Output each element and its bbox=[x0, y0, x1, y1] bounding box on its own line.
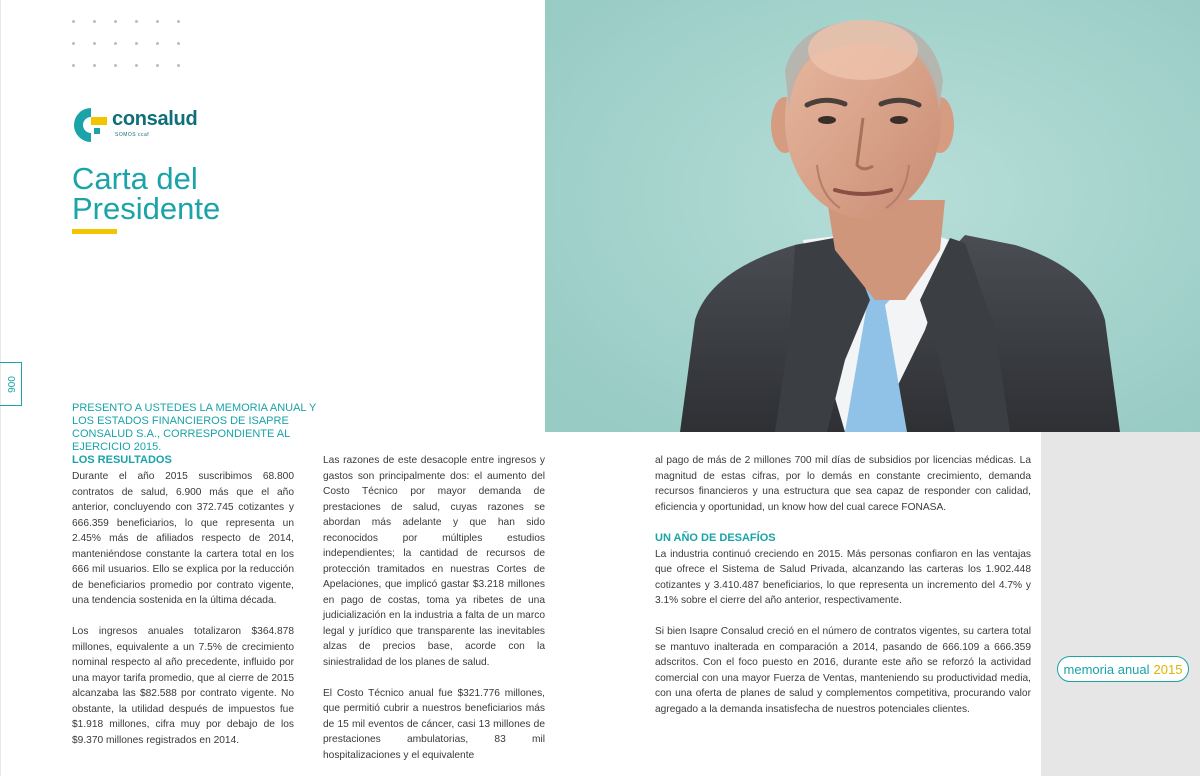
badge-year: 2015 bbox=[1153, 661, 1183, 677]
side-panel bbox=[1041, 432, 1200, 776]
logo-wordmark: consalud bbox=[112, 108, 198, 130]
decorative-dot bbox=[93, 42, 96, 45]
page-title bbox=[72, 161, 221, 226]
consalud-logo bbox=[72, 106, 232, 146]
section-heading-resultados: LOS RESULTADOS bbox=[72, 454, 172, 466]
consalud-logo-icon bbox=[72, 106, 110, 144]
decorative-dot bbox=[156, 64, 159, 67]
decorative-dot bbox=[72, 64, 75, 67]
text-column-2 bbox=[323, 453, 545, 779]
decorative-dot bbox=[114, 20, 117, 23]
decorative-dot bbox=[93, 64, 96, 67]
decorative-dot bbox=[72, 42, 75, 45]
decorative-dot bbox=[177, 64, 180, 67]
section-heading-desafios: UN AÑO DE DESAFÍOS bbox=[655, 531, 776, 544]
decorative-dot bbox=[93, 20, 96, 23]
badge-label: memoria anual bbox=[1063, 661, 1150, 677]
decorative-dot bbox=[135, 42, 138, 45]
paragraph: Si bien Isapre Consalud creció en el número de contratos vigentes, su cartera total se mantuvo inalterada en comparación a 2014, pasando de 666.109 a 666.359 adscritos. Con el foco puesto en 2016, durante este año se reforzó la actividad comercial con una mayor Fuerza de Ventas, manteniendo su productividad media, con una oferta de planes de salud y complementos competitiva, procurando valor agregado a la demanda insatisfecha de nuestros potenciales clientes. bbox=[655, 626, 1031, 715]
paragraph: La industria continuó creciendo en 2015. Más personas confiaron en las ventajas que ofrece el Sistema de Salud Privada, alcanzando las carteras los 1.902.448 cotizantes y 3.410.487 beneficiarios, lo que representa un incremento del 4.7% y 3.1% sobre el cierre del año anterior, respectivamente. bbox=[655, 548, 1031, 606]
page-number-tab bbox=[0, 362, 22, 406]
portrait-illustration bbox=[545, 0, 1200, 432]
decorative-dot bbox=[156, 20, 159, 23]
decorative-dot bbox=[177, 20, 180, 23]
intro-statement: PRESENTO A USTEDES LA MEMORIA ANUAL Y LOS ESTADOS FINANCIEROS DE ISAPRE CONSALUD S.A., CORRESPONDIENTE AL EJERCICIO 2015. bbox=[72, 402, 317, 453]
paragraph: Los ingresos anuales totalizaron $364.878 millones, equivalente a un 7.5% de crecimiento nominal respecto al año precedente, influido por una mayor tarifa promedio, que al cierre de 2015 alcanzaba las $82.588 por contrato vigente. No obstante, la utilidad después de impuestos fue $1.918 millones, cifra muy por debajo de los $9.370 millones registrados en 2014. bbox=[72, 626, 294, 746]
decorative-dot bbox=[114, 64, 117, 67]
paragraph: El Costo Técnico anual fue $321.776 millones, que permitió cubrir a nuestros beneficiarios más de 15 mil eventos de cáncer, casi 13 millones de prestaciones ambulatorias, 83 mil hospitalizaciones y el equivalente bbox=[323, 687, 545, 761]
decorative-dot bbox=[135, 64, 138, 67]
memoria-anual-badge bbox=[1057, 656, 1189, 682]
decorative-dot bbox=[114, 42, 117, 45]
decorative-dot bbox=[72, 20, 75, 23]
decorative-dot bbox=[177, 42, 180, 45]
paragraph: al pago de más de 2 millones 700 mil días de subsidios por licencias médicas. La magnitud de estas cifras, por lo demás en constante crecimiento, demanda recursos financieros y una estructura que sea capaz de responder con calidad, eficiencia y oportunidad, un know how del cual carece FONASA. bbox=[655, 455, 1031, 513]
title-underline bbox=[72, 229, 117, 234]
logo-tagline: SOMOS ccaf bbox=[115, 132, 150, 138]
president-portrait-photo bbox=[545, 0, 1200, 432]
title-line-1: Carta del bbox=[72, 161, 198, 196]
title-line-2: Presidente bbox=[72, 191, 221, 226]
text-column-3 bbox=[655, 453, 1031, 733]
paragraph: Durante el año 2015 suscribimos 68.800 contratos de salud, 6.900 más que el año anterior, concluyendo con 372.745 cotizantes y 666.359 beneficiarios, lo que representa un 2.45% más de afiliados respecto de 2014, manteniéndose constante la cartera total en los 666 mil usuarios. Ello se explica por la reducción de beneficiarios promedio por contrato vigente, una tendencia sostenida en la última década. bbox=[72, 471, 294, 606]
page-number: 006 bbox=[5, 375, 16, 393]
decorative-dot bbox=[135, 20, 138, 23]
text-column-1 bbox=[72, 453, 294, 764]
decorative-dot bbox=[156, 42, 159, 45]
paragraph: Las razones de este desacople entre ingresos y gastos son principalmente dos: el aumento del Costo Técnico por mayor demanda de prestaciones de salud, cuyas razones se abordan más adelante y que han sido reconocidos por múltiples estudios independientes; la cantidad de recursos de protección tramitados en nuestras Cortes de Apelaciones, que implicó gastar $3.218 millones en pago de costas, toma ya ribetes de una judicialización en la industria a falta de un marco legal y jurídico que transparente las inevitables alzas de precios base, acorde con la siniestralidad de los planes de salud. bbox=[323, 455, 545, 668]
